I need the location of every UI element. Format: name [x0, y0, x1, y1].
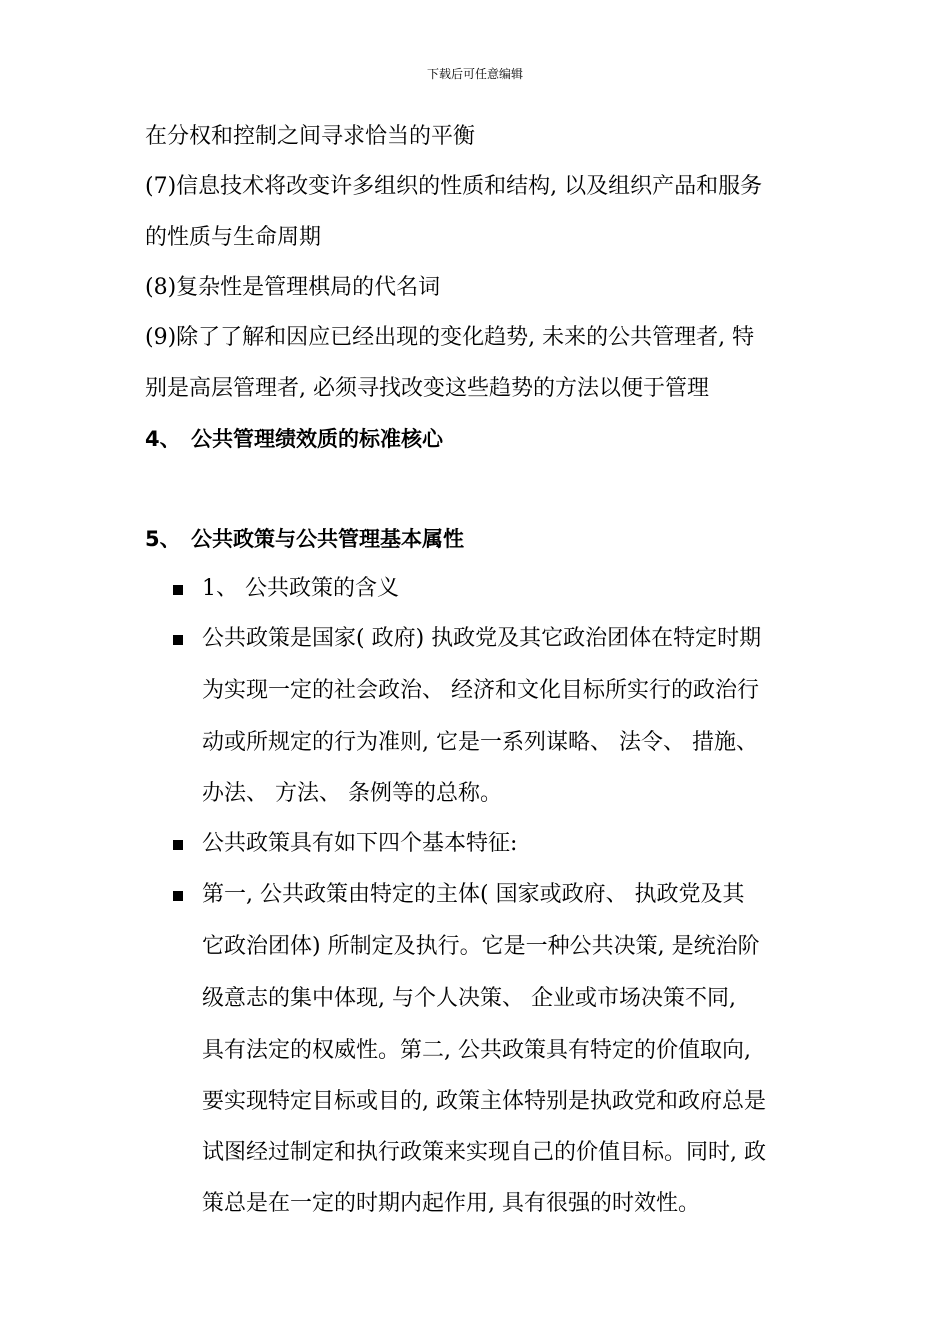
bullet-square-icon	[173, 840, 183, 850]
paragraph-line: 在分权和控制之间寻求恰当的平衡	[145, 124, 476, 149]
bullet-line: 1、 公共政策的含义	[202, 576, 399, 601]
paragraph-line: (7)信息技术将改变许多组织的性质和结构, 以及组织产品和服务	[145, 174, 763, 199]
bullet-line: 动或所规定的行为准则, 它是一系列谋略、 法令、 措施、	[202, 730, 758, 755]
paragraph-line: (9)除了了解和因应已经出现的变化趋势, 未来的公共管理者, 特	[145, 325, 755, 350]
bullet-line: 公共政策具有如下四个基本特征:	[202, 831, 518, 856]
bullet-line: 要实现特定目标或目的, 政策主体特别是执政党和政府总是	[202, 1089, 766, 1114]
bullet-line: 具有法定的权威性。第二, 公共政策具有特定的价值取向,	[202, 1038, 751, 1063]
bullet-line: 为实现一定的社会政治、 经济和文化目标所实行的政治行	[202, 678, 759, 703]
bullet-line: 公共政策是国家( 政府) 执政党及其它政治团体在特定时期	[202, 626, 762, 651]
bullet-line: 第一, 公共政策由特定的主体( 国家或政府、 执政党及其	[202, 882, 745, 907]
heading-number: 5、	[145, 527, 181, 551]
heading-text: 公共管理绩效质的标准核心	[191, 427, 443, 451]
section-heading-4	[145, 424, 443, 454]
paragraph-line: 别是高层管理者, 必须寻找改变这些趋势的方法以便于管理	[145, 376, 709, 401]
bullet-line: 策总是在一定的时期内起作用, 具有很强的时效性。	[202, 1191, 700, 1216]
bullet-square-icon	[173, 635, 183, 645]
heading-number: 4、	[145, 427, 181, 451]
bullet-square-icon	[173, 585, 183, 595]
paragraph-line: (8)复杂性是管理棋局的代名词	[145, 275, 441, 300]
bullet-line: 试图经过制定和执行政策来实现自己的价值目标。同时, 政	[202, 1140, 766, 1165]
bullet-line: 它政治团体) 所制定及执行。它是一种公共决策, 是统治阶	[202, 934, 760, 959]
paragraph-line: 的性质与生命周期	[145, 225, 322, 250]
bullet-line: 级意志的集中体现, 与个人决策、 企业或市场决策不同,	[202, 986, 736, 1011]
section-heading-5	[145, 524, 464, 554]
bullet-line: 办法、 方法、 条例等的总称。	[202, 781, 502, 806]
page-header: 下载后可任意编辑	[426, 67, 523, 81]
heading-text: 公共政策与公共管理基本属性	[191, 527, 464, 551]
bullet-square-icon	[173, 891, 183, 901]
